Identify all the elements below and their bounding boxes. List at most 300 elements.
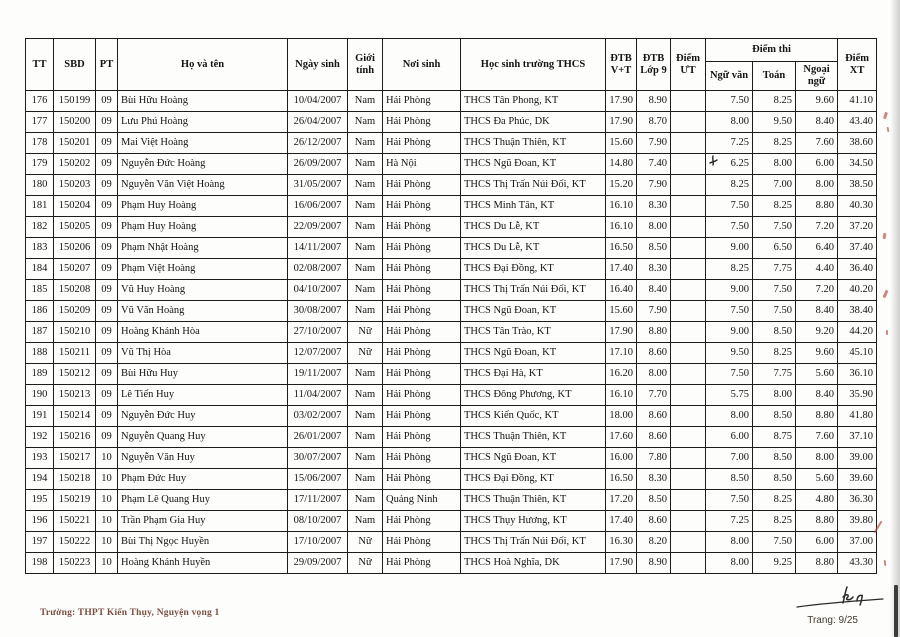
cell-pt: 10 — [96, 532, 118, 553]
cell-sbd: 150213 — [54, 385, 96, 406]
cell-dob: 17/11/2007 — [288, 490, 348, 511]
cell-dob: 04/10/2007 — [288, 280, 348, 301]
cell-pt: 09 — [96, 322, 118, 343]
cell-van: 9.50 — [706, 343, 753, 364]
cell-nn: 8.40 — [796, 301, 838, 322]
cell-nn: 5.60 — [796, 469, 838, 490]
cell-dtb_l9: 7.80 — [637, 448, 671, 469]
cell-gender: Nam — [348, 448, 383, 469]
table-row — [26, 511, 877, 532]
cell-toan: 8.50 — [753, 469, 796, 490]
cell-sbd: 150211 — [54, 343, 96, 364]
cell-tt: 183 — [26, 238, 54, 259]
cell-school: THCS Đại Đồng, KT — [461, 469, 606, 490]
cell-pt: 09 — [96, 385, 118, 406]
scores-table — [25, 38, 877, 574]
cell-name: Nguyễn Đức Hoàng — [118, 154, 288, 175]
cell-ut — [671, 532, 706, 553]
cell-van: 9.00 — [706, 322, 753, 343]
cell-dob: 26/01/2007 — [288, 427, 348, 448]
cell-sbd: 150201 — [54, 133, 96, 154]
cell-xt: 36.40 — [838, 259, 877, 280]
cell-toan: 8.00 — [753, 385, 796, 406]
cell-pt: 09 — [96, 133, 118, 154]
cell-dtb_vt: 16.20 — [606, 364, 637, 385]
scan-edge-bar — [894, 585, 898, 637]
col-header-dtb-l9: ĐTB Lớp 9 — [637, 39, 671, 91]
cell-pob: Hải Phòng — [383, 259, 461, 280]
cell-tt: 179 — [26, 154, 54, 175]
cell-dtb_vt: 15.60 — [606, 301, 637, 322]
cell-sbd: 150218 — [54, 469, 96, 490]
cell-sbd: 150223 — [54, 553, 96, 574]
cell-xt: 38.40 — [838, 301, 877, 322]
cell-name: Lưu Phú Hoàng — [118, 112, 288, 133]
cell-pt: 09 — [96, 427, 118, 448]
cell-pt: 09 — [96, 91, 118, 112]
cell-van: 8.00 — [706, 553, 753, 574]
cell-tt: 196 — [26, 511, 54, 532]
cell-nn: 8.80 — [796, 406, 838, 427]
cell-pob: Hải Phòng — [383, 406, 461, 427]
cell-pt: 09 — [96, 217, 118, 238]
cell-school: THCS Thuận Thiên, KT — [461, 133, 606, 154]
table-row — [26, 133, 877, 154]
cell-pt: 10 — [96, 448, 118, 469]
cell-pt: 10 — [96, 490, 118, 511]
cell-school: THCS Thuận Thiên, KT — [461, 427, 606, 448]
cell-pt: 09 — [96, 238, 118, 259]
cell-sbd: 150219 — [54, 490, 96, 511]
cell-pob: Hải Phòng — [383, 448, 461, 469]
cell-dob: 26/09/2007 — [288, 154, 348, 175]
cell-gender: Nam — [348, 280, 383, 301]
cell-pob: Hải Phòng — [383, 511, 461, 532]
cell-dob: 08/10/2007 — [288, 511, 348, 532]
cell-pt: 09 — [96, 406, 118, 427]
table-header — [26, 39, 877, 91]
cell-nn: 6.00 — [796, 154, 838, 175]
cell-gender: Nữ — [348, 322, 383, 343]
cell-toan: 9.50 — [753, 112, 796, 133]
cell-tt: 176 — [26, 91, 54, 112]
cell-name: Phạm Việt Hoàng — [118, 259, 288, 280]
scan-edge-shadow — [890, 0, 900, 637]
cell-pob: Hải Phòng — [383, 343, 461, 364]
cell-xt: 38.50 — [838, 175, 877, 196]
col-header-ut: Điểm ƯT — [671, 39, 706, 91]
scan-red-mark — [883, 290, 889, 299]
cell-dob: 26/12/2007 — [288, 133, 348, 154]
cell-pt: 09 — [96, 364, 118, 385]
cell-school: THCS Tân Phong, KT — [461, 91, 606, 112]
cell-toan: 9.25 — [753, 553, 796, 574]
cell-pob: Hải Phòng — [383, 301, 461, 322]
cell-dtb_l9: 8.90 — [637, 553, 671, 574]
cell-van: 8.00 — [706, 406, 753, 427]
cell-tt: 186 — [26, 301, 54, 322]
cell-pob: Hải Phòng — [383, 553, 461, 574]
cell-ut — [671, 301, 706, 322]
cell-ut — [671, 259, 706, 280]
cell-name: Phạm Huy Hoàng — [118, 217, 288, 238]
cell-name: Phạm Huy Hoàng — [118, 196, 288, 217]
cell-van: 7.50 — [706, 490, 753, 511]
cell-nn: 7.20 — [796, 280, 838, 301]
cell-gender: Nam — [348, 469, 383, 490]
cell-toan: 8.75 — [753, 427, 796, 448]
cell-van: 6.25 — [706, 154, 753, 175]
col-header-toan: Toán — [753, 62, 796, 91]
cell-pob: Hải Phòng — [383, 112, 461, 133]
cell-sbd: 150202 — [54, 154, 96, 175]
cell-ut — [671, 469, 706, 490]
cell-name: Nguyễn Quang Huy — [118, 427, 288, 448]
cell-dtb_l9: 7.90 — [637, 133, 671, 154]
cell-ut — [671, 217, 706, 238]
cell-tt: 177 — [26, 112, 54, 133]
cell-pob: Hải Phòng — [383, 469, 461, 490]
cell-name: Phạm Đức Huy — [118, 469, 288, 490]
cell-nn: 7.60 — [796, 133, 838, 154]
cell-gender: Nam — [348, 427, 383, 448]
cell-school: THCS Đại Hà, KT — [461, 364, 606, 385]
cell-toan: 8.50 — [753, 448, 796, 469]
ink-scribble-mark — [706, 154, 722, 170]
table-row — [26, 259, 877, 280]
footer-school-label: Trường: THPT Kiến Thụy, Nguyện vọng 1 — [40, 608, 220, 618]
cell-gender: Nam — [348, 217, 383, 238]
cell-gender: Nữ — [348, 532, 383, 553]
cell-dtb_vt: 15.20 — [606, 175, 637, 196]
cell-school: THCS Minh Tân, KT — [461, 196, 606, 217]
cell-toan: 7.75 — [753, 364, 796, 385]
cell-toan: 7.50 — [753, 301, 796, 322]
cell-van: 7.50 — [706, 364, 753, 385]
cell-tt: 198 — [26, 553, 54, 574]
cell-dob: 03/02/2007 — [288, 406, 348, 427]
table-row — [26, 175, 877, 196]
cell-dtb_vt: 17.40 — [606, 259, 637, 280]
cell-sbd: 150209 — [54, 301, 96, 322]
cell-tt: 187 — [26, 322, 54, 343]
col-header-sbd: SBD — [54, 39, 96, 91]
cell-dtb_l9: 7.70 — [637, 385, 671, 406]
cell-gender: Nam — [348, 385, 383, 406]
cell-name: Phạm Nhật Hoàng — [118, 238, 288, 259]
cell-tt: 192 — [26, 427, 54, 448]
cell-pob: Hải Phòng — [383, 175, 461, 196]
col-header-school: Học sinh trường THCS — [461, 39, 606, 91]
cell-van: 6.00 — [706, 427, 753, 448]
cell-dtb_l9: 7.90 — [637, 301, 671, 322]
col-header-dtb-vt: ĐTB V+T — [606, 39, 637, 91]
cell-dob: 19/11/2007 — [288, 364, 348, 385]
cell-dtb_l9: 8.60 — [637, 406, 671, 427]
cell-ut — [671, 154, 706, 175]
col-header-tt: TT — [26, 39, 54, 91]
cell-toan: 7.00 — [753, 175, 796, 196]
cell-pt: 09 — [96, 343, 118, 364]
cell-sbd: 150203 — [54, 175, 96, 196]
cell-dob: 14/11/2007 — [288, 238, 348, 259]
cell-school: THCS Thụy Hương, KT — [461, 511, 606, 532]
cell-xt: 44.20 — [838, 322, 877, 343]
cell-van: 7.50 — [706, 91, 753, 112]
cell-pt: 09 — [96, 280, 118, 301]
cell-pob: Hải Phòng — [383, 385, 461, 406]
scan-red-mark — [884, 560, 887, 566]
cell-school: THCS Tân Trào, KT — [461, 322, 606, 343]
cell-dtb_vt: 17.90 — [606, 553, 637, 574]
cell-ut — [671, 280, 706, 301]
cell-pob: Hải Phòng — [383, 364, 461, 385]
cell-pob: Hải Phòng — [383, 238, 461, 259]
cell-toan: 6.50 — [753, 238, 796, 259]
cell-tt: 182 — [26, 217, 54, 238]
cell-nn: 5.60 — [796, 364, 838, 385]
cell-ut — [671, 553, 706, 574]
cell-dob: 27/10/2007 — [288, 322, 348, 343]
cell-xt: 43.30 — [838, 553, 877, 574]
cell-school: THCS Đa Phúc, DK — [461, 112, 606, 133]
cell-dtb_vt: 17.90 — [606, 322, 637, 343]
cell-van: 9.00 — [706, 238, 753, 259]
col-header-pt: PT — [96, 39, 118, 91]
cell-dtb_vt: 16.10 — [606, 196, 637, 217]
cell-gender: Nam — [348, 406, 383, 427]
cell-nn: 7.20 — [796, 217, 838, 238]
cell-pob: Hà Nội — [383, 154, 461, 175]
table-row — [26, 469, 877, 490]
cell-xt: 41.10 — [838, 91, 877, 112]
cell-toan: 8.25 — [753, 91, 796, 112]
cell-van: 8.00 — [706, 532, 753, 553]
cell-dtb_l9: 8.40 — [637, 280, 671, 301]
cell-pt: 09 — [96, 301, 118, 322]
cell-toan: 8.00 — [753, 154, 796, 175]
cell-dob: 15/06/2007 — [288, 469, 348, 490]
cell-toan: 7.50 — [753, 217, 796, 238]
cell-ut — [671, 343, 706, 364]
table-row — [26, 385, 877, 406]
cell-van: 7.50 — [706, 301, 753, 322]
cell-school: THCS Thuận Thiên, KT — [461, 490, 606, 511]
cell-pob: Quảng Ninh — [383, 490, 461, 511]
cell-school: THCS Ngũ Đoan, KT — [461, 448, 606, 469]
cell-sbd: 150217 — [54, 448, 96, 469]
cell-name: Hoàng Khánh Hòa — [118, 322, 288, 343]
cell-gender: Nam — [348, 364, 383, 385]
cell-xt: 40.20 — [838, 280, 877, 301]
cell-van: 7.00 — [706, 448, 753, 469]
cell-ut — [671, 448, 706, 469]
cell-sbd: 150208 — [54, 280, 96, 301]
cell-gender: Nam — [348, 511, 383, 532]
cell-sbd: 150204 — [54, 196, 96, 217]
cell-ut — [671, 490, 706, 511]
cell-school: THCS Hoà Nghĩa, DK — [461, 553, 606, 574]
table-row — [26, 343, 877, 364]
cell-dtb_l9: 7.40 — [637, 154, 671, 175]
page-number: Trang: 9/25 — [807, 615, 858, 626]
table-row — [26, 196, 877, 217]
cell-dtb_l9: 8.00 — [637, 217, 671, 238]
cell-xt: 39.60 — [838, 469, 877, 490]
cell-ut — [671, 364, 706, 385]
cell-name: Vũ Văn Hoàng — [118, 301, 288, 322]
table-row — [26, 427, 877, 448]
cell-pob: Hải Phòng — [383, 217, 461, 238]
table-row — [26, 154, 877, 175]
handwritten-initials — [795, 583, 885, 611]
cell-dtb_l9: 8.70 — [637, 112, 671, 133]
cell-dtb_vt: 16.00 — [606, 448, 637, 469]
table-row — [26, 280, 877, 301]
cell-dtb_vt: 16.50 — [606, 238, 637, 259]
cell-dtb_l9: 8.20 — [637, 532, 671, 553]
cell-xt: 39.00 — [838, 448, 877, 469]
cell-sbd: 150200 — [54, 112, 96, 133]
cell-tt: 194 — [26, 469, 54, 490]
cell-sbd: 150199 — [54, 91, 96, 112]
col-header-nn: Ngoại ngữ — [796, 62, 838, 91]
col-header-exam-group: Điểm thi — [706, 39, 838, 62]
cell-name: Nguyễn Văn Việt Hoàng — [118, 175, 288, 196]
cell-school: THCS Du Lễ, KT — [461, 217, 606, 238]
scan-red-mark — [883, 112, 888, 120]
cell-xt: 43.40 — [838, 112, 877, 133]
cell-van: 7.50 — [706, 217, 753, 238]
table-row — [26, 532, 877, 553]
cell-dtb_l9: 8.60 — [637, 427, 671, 448]
cell-tt: 197 — [26, 532, 54, 553]
cell-ut — [671, 91, 706, 112]
cell-dtb_vt: 17.90 — [606, 91, 637, 112]
cell-ut — [671, 385, 706, 406]
table-row — [26, 301, 877, 322]
cell-nn: 6.40 — [796, 238, 838, 259]
cell-tt: 185 — [26, 280, 54, 301]
cell-dob: 30/08/2007 — [288, 301, 348, 322]
cell-sbd: 150206 — [54, 238, 96, 259]
cell-dtb_vt: 16.40 — [606, 280, 637, 301]
cell-toan: 8.25 — [753, 490, 796, 511]
cell-xt: 39.80 — [838, 511, 877, 532]
cell-tt: 188 — [26, 343, 54, 364]
cell-gender: Nam — [348, 238, 383, 259]
cell-toan: 8.50 — [753, 406, 796, 427]
cell-tt: 193 — [26, 448, 54, 469]
cell-pt: 10 — [96, 469, 118, 490]
cell-dob: 16/06/2007 — [288, 196, 348, 217]
table-row — [26, 112, 877, 133]
cell-nn: 8.00 — [796, 448, 838, 469]
cell-dtb_l9: 8.60 — [637, 343, 671, 364]
cell-dob: 11/04/2007 — [288, 385, 348, 406]
cell-dob: 30/07/2007 — [288, 448, 348, 469]
cell-van: 7.25 — [706, 511, 753, 532]
col-header-name: Họ và tên — [118, 39, 288, 91]
scan-red-mark — [883, 233, 887, 239]
table-row — [26, 406, 877, 427]
col-header-pob: Nơi sinh — [383, 39, 461, 91]
cell-gender: Nữ — [348, 343, 383, 364]
cell-gender: Nam — [348, 133, 383, 154]
cell-dtb_vt: 17.90 — [606, 112, 637, 133]
cell-name: Nguyễn Đức Huy — [118, 406, 288, 427]
cell-dtb_vt: 15.60 — [606, 133, 637, 154]
cell-ut — [671, 427, 706, 448]
cell-tt: 190 — [26, 385, 54, 406]
cell-tt: 195 — [26, 490, 54, 511]
cell-van: 7.25 — [706, 133, 753, 154]
table-row — [26, 322, 877, 343]
cell-pob: Hải Phòng — [383, 322, 461, 343]
cell-dtb_vt: 16.10 — [606, 217, 637, 238]
cell-ut — [671, 406, 706, 427]
cell-sbd: 150222 — [54, 532, 96, 553]
cell-name: Nguyễn Văn Huy — [118, 448, 288, 469]
cell-xt: 45.10 — [838, 343, 877, 364]
cell-dtb_l9: 8.80 — [637, 322, 671, 343]
cell-dtb_vt: 17.40 — [606, 511, 637, 532]
cell-dtb_vt: 16.30 — [606, 532, 637, 553]
cell-school: THCS Đông Phương, KT — [461, 385, 606, 406]
cell-van: 9.00 — [706, 280, 753, 301]
cell-sbd: 150207 — [54, 259, 96, 280]
cell-gender: Nam — [348, 196, 383, 217]
cell-dob: 10/04/2007 — [288, 91, 348, 112]
cell-sbd: 150214 — [54, 406, 96, 427]
cell-pt: 09 — [96, 196, 118, 217]
cell-dob: 22/09/2007 — [288, 217, 348, 238]
cell-toan: 8.25 — [753, 343, 796, 364]
cell-nn: 8.40 — [796, 112, 838, 133]
cell-school: THCS Thị Trấn Núi Đối, KT — [461, 175, 606, 196]
cell-gender: Nam — [348, 112, 383, 133]
cell-xt: 34.50 — [838, 154, 877, 175]
cell-nn: 8.00 — [796, 175, 838, 196]
cell-name: Bùi Hữu Hoàng — [118, 91, 288, 112]
cell-name: Lê Tiến Huy — [118, 385, 288, 406]
cell-dtb_vt: 17.20 — [606, 490, 637, 511]
col-header-van: Ngữ văn — [706, 62, 753, 91]
cell-name: Vũ Thị Hòa — [118, 343, 288, 364]
cell-ut — [671, 112, 706, 133]
cell-name: Vũ Huy Hoàng — [118, 280, 288, 301]
cell-dob: 31/05/2007 — [288, 175, 348, 196]
table-row — [26, 448, 877, 469]
cell-toan: 8.25 — [753, 196, 796, 217]
cell-sbd: 150210 — [54, 322, 96, 343]
cell-dtb_l9: 8.90 — [637, 91, 671, 112]
cell-pt: 09 — [96, 259, 118, 280]
cell-pt: 10 — [96, 511, 118, 532]
cell-ut — [671, 175, 706, 196]
cell-dtb_vt: 18.00 — [606, 406, 637, 427]
cell-gender: Nam — [348, 175, 383, 196]
cell-nn: 9.60 — [796, 343, 838, 364]
cell-xt: 36.10 — [838, 364, 877, 385]
cell-nn: 9.20 — [796, 322, 838, 343]
cell-nn: 8.80 — [796, 196, 838, 217]
cell-dtb_vt: 17.60 — [606, 427, 637, 448]
table-row — [26, 364, 877, 385]
cell-dtb_l9: 8.60 — [637, 511, 671, 532]
table-row — [26, 217, 877, 238]
cell-sbd: 150205 — [54, 217, 96, 238]
